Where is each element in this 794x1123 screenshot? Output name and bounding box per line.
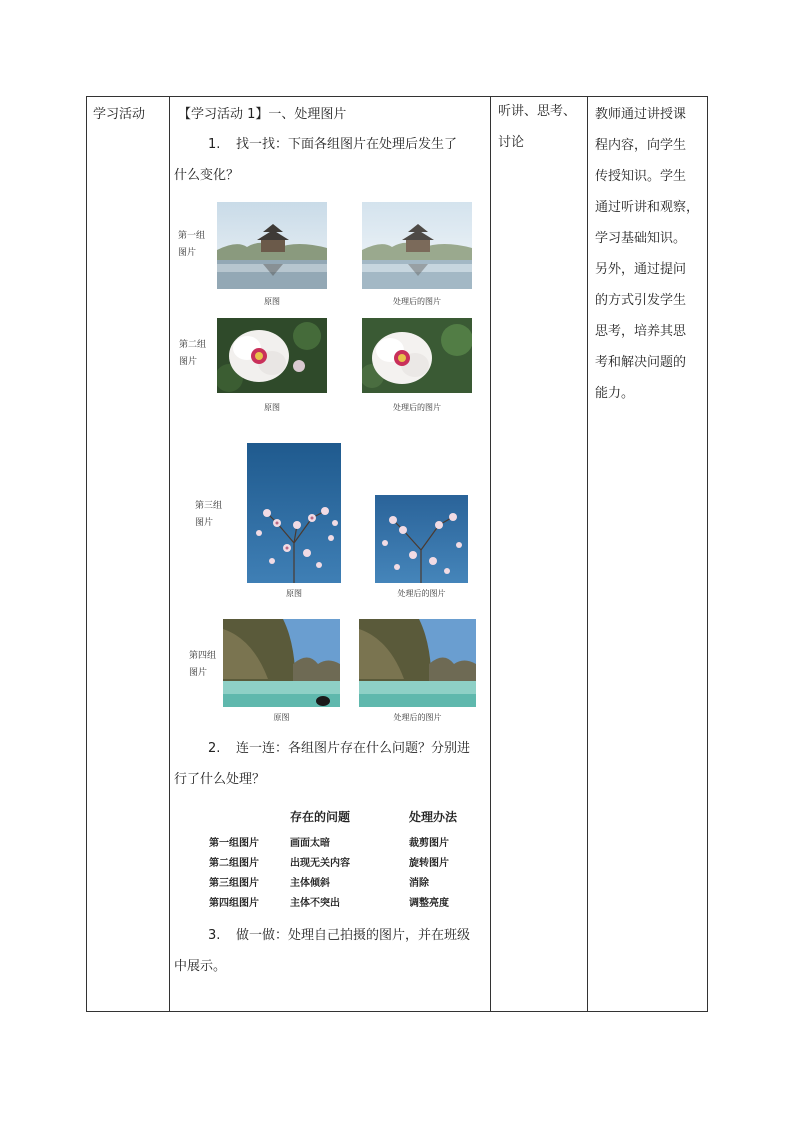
match-problem: 出现无关内容 (290, 858, 350, 869)
match-method: 调整亮度 (409, 898, 449, 909)
item1-line1: 找一找：下面各组图片在处理后发生了 (236, 137, 458, 152)
design-intent-cell (595, 99, 705, 409)
group3-original-image (247, 443, 341, 583)
item3-line1: 做一做：处理自己拍摄的图片，并在班级 (236, 928, 471, 943)
group4-original-caption: 原图 (273, 713, 290, 722)
activity-heading: 【学习活动 1】一、处理图片 (178, 107, 347, 122)
column-divider (490, 97, 491, 1011)
group2-label: 第二组 图片 (179, 340, 207, 367)
group1-label: 第一组 图片 (178, 231, 206, 258)
match-method: 裁剪图片 (409, 838, 449, 849)
column-divider (587, 97, 588, 1011)
group4-original-image (223, 619, 340, 707)
student-activity-line: 讨论 (498, 135, 525, 150)
group1-processed-image (362, 202, 472, 289)
group2-processed-image (362, 318, 472, 393)
match-problem: 画面太暗 (290, 838, 330, 849)
design-intent-line: 的方式引发学生 (595, 293, 687, 308)
item2-line1: 连一连：各组图片存在什么问题？分别进 (236, 741, 471, 756)
design-intent-line: 考和解决问题的 (595, 355, 687, 370)
group2-original-image (217, 318, 327, 393)
group1-original-image (217, 202, 327, 289)
item3-text (174, 920, 486, 982)
group2-original-caption: 原图 (264, 403, 280, 412)
design-intent-line: 通过听讲和观察， (595, 200, 700, 215)
match-method: 旋转图片 (409, 858, 449, 869)
match-problem: 主体倾斜 (290, 878, 330, 889)
item2-text (174, 733, 486, 795)
design-intent-line: 教师通过讲授课 (595, 107, 687, 122)
group3-processed-caption: 处理后的图片 (397, 589, 446, 598)
activity-type-cell: 学习活动 (93, 107, 146, 122)
group1-original-caption: 原图 (264, 297, 280, 306)
group3-processed-image (375, 495, 468, 583)
lesson-table (86, 96, 708, 1012)
column-divider (169, 97, 170, 1011)
item1-number: 1. (208, 137, 221, 152)
match-group: 第三组图片 (209, 878, 259, 889)
method-header: 处理办法 (409, 810, 458, 824)
design-intent-line: 程内容，向学生 (595, 138, 687, 153)
item2-number: 2. (208, 741, 221, 756)
student-activity-cell (498, 103, 578, 152)
match-group: 第一组图片 (209, 838, 259, 849)
design-intent-line: 传授知识。学生 (595, 169, 687, 184)
item1-text (174, 129, 486, 191)
design-intent-line: 学习基础知识。 (595, 231, 687, 246)
student-activity-line: 听讲、思考、 (498, 104, 577, 119)
match-method: 消除 (409, 878, 429, 889)
group3-original-caption: 原图 (286, 589, 302, 598)
group2-processed-caption: 处理后的图片 (393, 403, 441, 412)
problem-header: 存在的问题 (290, 810, 351, 824)
group4-label: 第四组 图片 (189, 651, 217, 678)
group4-processed-caption: 处理后的图片 (393, 713, 442, 722)
group1-processed-caption: 处理后的图片 (393, 297, 441, 306)
item2-line2: 行了什么处理？ (174, 772, 266, 787)
match-problem: 主体不突出 (290, 898, 340, 909)
group3-label: 第三组 图片 (195, 501, 223, 528)
item1-line2: 什么变化？ (174, 168, 240, 183)
match-group: 第四组图片 (209, 898, 259, 909)
design-intent-line: 另外，通过提问 (595, 262, 687, 277)
group4-processed-image (359, 619, 476, 707)
item3-line2: 中展示。 (174, 959, 227, 974)
item3-number: 3. (208, 928, 221, 943)
match-group: 第二组图片 (209, 858, 259, 869)
design-intent-line: 能力。 (595, 386, 635, 401)
design-intent-line: 思考，培养其思 (595, 324, 687, 339)
